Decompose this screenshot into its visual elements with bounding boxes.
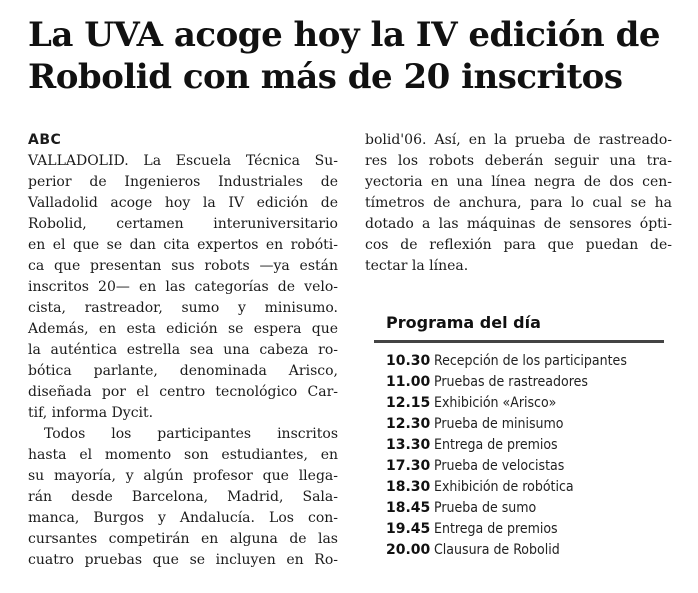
headline bbox=[28, 14, 668, 98]
schedule-item bbox=[386, 540, 674, 561]
text-line: ca que presentan sus robots —ya están bbox=[28, 258, 338, 274]
text-line: inscritos 20— en las categorías de velo- bbox=[28, 279, 338, 295]
text-line: Valladolid acoge hoy la IV edición de bbox=[28, 195, 338, 211]
text-line: bótica parlante, denominada Arisco, bbox=[28, 363, 338, 379]
text-line: VALLADOLID. La Escuela Técnica Su- bbox=[28, 153, 338, 169]
article-paragraph bbox=[28, 424, 338, 571]
schedule-event: Pruebas de rastreadores bbox=[434, 374, 588, 390]
text-line: cursantes competirán en alguna de las bbox=[28, 531, 338, 547]
schedule-event: Prueba de velocistas bbox=[434, 458, 565, 474]
schedule-event: Entrega de premios bbox=[434, 521, 558, 537]
byline: ABC bbox=[28, 132, 62, 148]
schedule-time: 11.00 bbox=[386, 374, 431, 390]
schedule-event: Exhibición de robótica bbox=[434, 479, 574, 495]
schedule-item bbox=[386, 498, 674, 519]
schedule-time: 17.30 bbox=[386, 458, 431, 474]
text-line: tif, informa Dycit. bbox=[28, 405, 154, 421]
text-line: dotado a las máquinas de sensores ópti- bbox=[365, 216, 672, 232]
text-line: diseñada por el centro tecnológico Car- bbox=[28, 384, 338, 400]
text-line: en el que se dan cita expertos en robóti- bbox=[28, 237, 338, 253]
text-line: perior de Ingenieros Industriales de bbox=[28, 174, 338, 190]
schedule-item bbox=[386, 351, 674, 372]
text-line: Todos los participantes inscritos bbox=[44, 426, 338, 442]
text-line: cos de reflexión para que puedan de- bbox=[365, 237, 672, 253]
article-paragraph bbox=[28, 151, 338, 424]
schedule-time: 12.30 bbox=[386, 416, 431, 432]
schedule-item bbox=[386, 477, 674, 498]
schedule-box bbox=[374, 312, 674, 561]
article-column-right bbox=[365, 130, 672, 277]
schedule-time: 19.45 bbox=[386, 521, 431, 537]
text-line: cista, rastreador, sumo y minisumo. bbox=[28, 300, 338, 316]
schedule-title: Programa del día bbox=[386, 313, 541, 332]
text-line: Además, en esta edición se espera que bbox=[28, 321, 338, 337]
schedule-item bbox=[386, 393, 674, 414]
schedule-item bbox=[386, 519, 674, 540]
headline-line: La UVA acoge hoy la IV edición de bbox=[28, 15, 661, 55]
text-line: hasta el momento son estudiantes, en bbox=[28, 447, 338, 463]
schedule-item bbox=[386, 372, 674, 393]
schedule-time: 20.00 bbox=[386, 542, 431, 558]
schedule-item bbox=[386, 456, 674, 477]
schedule-time: 10.30 bbox=[386, 353, 431, 369]
schedule-event: Entrega de premios bbox=[434, 437, 558, 453]
text-line: rán desde Barcelona, Madrid, Sala- bbox=[28, 489, 338, 505]
schedule-item bbox=[386, 435, 674, 456]
text-line: res los robots deberán seguir una tra- bbox=[365, 153, 672, 169]
schedule-item bbox=[386, 414, 674, 435]
schedule-list bbox=[374, 351, 674, 561]
text-line: Robolid, certamen interuniversitario bbox=[28, 216, 338, 232]
text-line: tímetros de anchura, para lo cual se ha bbox=[365, 195, 672, 211]
schedule-time: 12.15 bbox=[386, 395, 431, 411]
text-line: manca, Burgos y Andalucía. Los con- bbox=[28, 510, 338, 526]
text-line: yectoria en una línea negra de dos cen- bbox=[365, 174, 672, 190]
schedule-event: Clausura de Robolid bbox=[434, 542, 560, 558]
schedule-event: Prueba de minisumo bbox=[434, 416, 564, 432]
article-column-left bbox=[28, 130, 338, 571]
schedule-divider bbox=[374, 340, 664, 343]
text-line: tectar la línea. bbox=[365, 258, 469, 274]
text-line: su mayoría, y algún profesor que llega- bbox=[28, 468, 338, 484]
text-line: la auténtica estrella sea una cabeza ro- bbox=[28, 342, 338, 358]
schedule-event: Exhibición «Arisco» bbox=[434, 395, 557, 411]
headline-line: Robolid con más de 20 inscritos bbox=[28, 57, 623, 97]
schedule-time: 18.30 bbox=[386, 479, 431, 495]
schedule-time: 13.30 bbox=[386, 437, 431, 453]
text-line: cuatro pruebas que se incluyen en Ro- bbox=[28, 552, 338, 568]
text-line: bolid'06. Así, en la prueba de rastreado- bbox=[365, 132, 672, 148]
schedule-event: Prueba de sumo bbox=[434, 500, 537, 516]
schedule-time: 18.45 bbox=[386, 500, 431, 516]
schedule-event: Recepción de los participantes bbox=[434, 353, 627, 369]
